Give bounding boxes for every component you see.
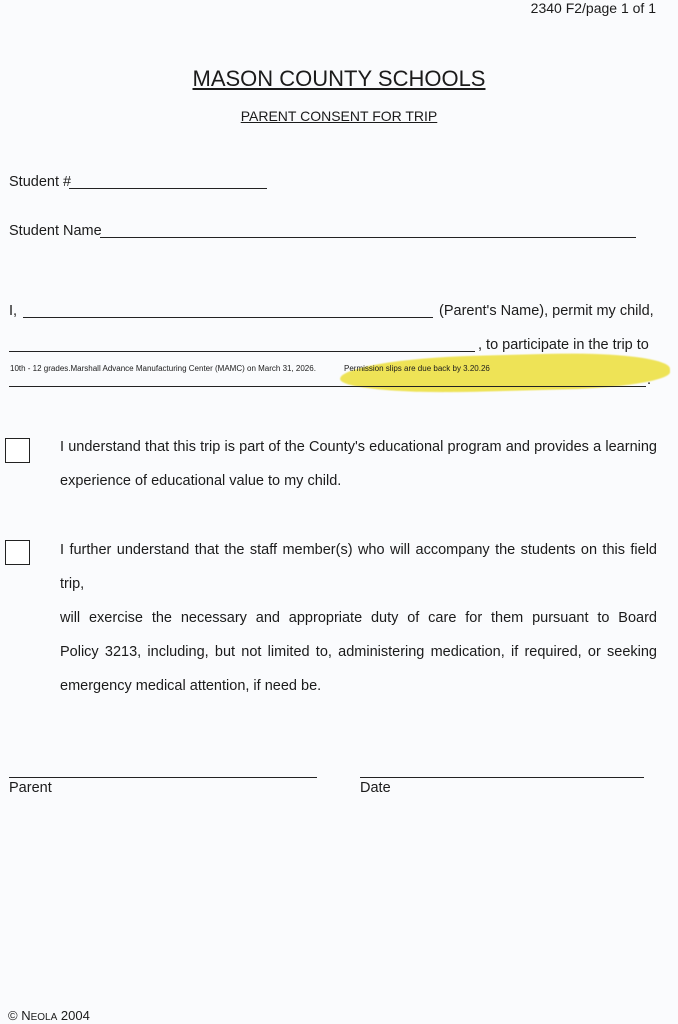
- trip-details: 10th - 12 grades.Marshall Advance Manufacturing Center (MAMC) on March 31, 2026.: [10, 364, 316, 373]
- publisher-rest: EOLA: [30, 1012, 58, 1023]
- statement-line: experience of educational value to my child.: [60, 473, 342, 489]
- date-label: Date: [360, 780, 391, 796]
- student-number-field[interactable]: [69, 188, 267, 189]
- child-name-field[interactable]: [9, 351, 475, 352]
- parent-signature-field[interactable]: [9, 777, 317, 778]
- page-title: MASON COUNTY SCHOOLS: [192, 66, 486, 91]
- statement-line: Policy 3213, including, but not limited to, administering medication, if required, or seeking: [60, 644, 657, 660]
- copyright-year: 2004: [60, 1008, 90, 1023]
- due-date-note: Permission slips are due back by 3.20.26: [344, 364, 490, 373]
- form-reference: 2340 F2/page 1 of 1: [530, 0, 656, 16]
- trip-destination-field[interactable]: [9, 386, 646, 387]
- parent-name-field[interactable]: [23, 317, 433, 318]
- copyright-footer: [8, 1008, 90, 1023]
- highlighter-mark: [340, 351, 671, 396]
- statement-line: will exercise the necessary and appropriate duty of care for them pursuant to Board: [60, 610, 657, 626]
- date-field[interactable]: [360, 777, 644, 778]
- student-number-label: Student #: [9, 174, 72, 190]
- copyright-symbol: ©: [8, 1008, 18, 1023]
- publisher-initial: N: [21, 1008, 31, 1023]
- parent-signature-label: Parent: [9, 780, 52, 796]
- statement-line: emergency medical attention, if need be.: [60, 678, 322, 694]
- student-name-field[interactable]: [100, 237, 636, 238]
- participate-text: , to participate in the trip to: [478, 337, 649, 353]
- page-subtitle: PARENT CONSENT FOR TRIP: [240, 108, 438, 124]
- consent-intro: I,: [9, 303, 18, 319]
- duty-of-care-checkbox[interactable]: [5, 540, 30, 565]
- statement-line: I understand that this trip is part of the County's educational program and provides a learning: [60, 439, 657, 455]
- duty-of-care-statement: [60, 533, 657, 703]
- parent-name-hint: (Parent's Name), permit my child,: [439, 303, 654, 319]
- understand-checkbox[interactable]: [5, 438, 30, 463]
- statement-line: I further understand that the staff member(s) who will accompany the students on this field trip,: [60, 542, 657, 592]
- student-name-label: Student Name: [9, 223, 102, 239]
- trip-period: .: [647, 372, 652, 388]
- understand-statement: [60, 430, 657, 498]
